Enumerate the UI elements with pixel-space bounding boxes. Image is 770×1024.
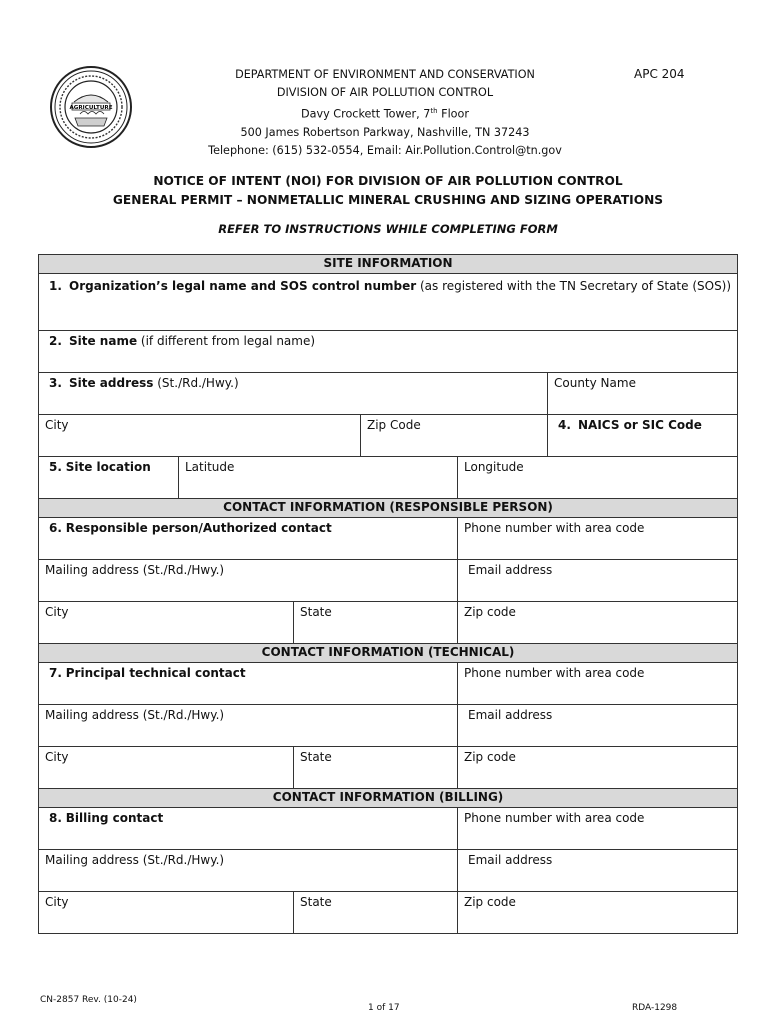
- technical-city-field[interactable]: City: [39, 747, 294, 789]
- responsible-email-field[interactable]: Email address: [458, 560, 738, 602]
- site-address-field[interactable]: 3. Site address (St./Rd./Hwy.): [39, 373, 548, 415]
- site-zip-field[interactable]: Zip Code: [361, 415, 548, 457]
- form-revision: CN-2857 Rev. (10-24): [40, 995, 137, 1005]
- section-heading-billing: CONTACT INFORMATION (BILLING): [39, 789, 738, 808]
- technical-state-field[interactable]: State: [294, 747, 458, 789]
- county-name-field[interactable]: County Name: [548, 373, 738, 415]
- site-name-field[interactable]: 2. Site name (if different from legal name): [39, 331, 738, 373]
- longitude-field[interactable]: Longitude: [458, 457, 738, 499]
- billing-city-field[interactable]: City: [39, 892, 294, 934]
- division-name: DIVISION OF AIR POLLUTION CONTROL: [276, 86, 494, 99]
- latitude-field[interactable]: Latitude: [179, 457, 458, 499]
- technical-phone-field[interactable]: Phone number with area code: [458, 663, 738, 705]
- agency-header: [180, 66, 590, 160]
- responsible-city-field[interactable]: City: [39, 602, 294, 644]
- responsible-person-field[interactable]: 6. Responsible person/Authorized contact: [39, 518, 458, 560]
- section-heading-responsible: CONTACT INFORMATION (RESPONSIBLE PERSON): [39, 499, 738, 518]
- section-heading-site: SITE INFORMATION: [39, 255, 738, 274]
- form-title-line-1: NOTICE OF INTENT (NOI) FOR DIVISION OF AIR POLLUTION CONTROL: [153, 174, 623, 188]
- tennessee-state-seal: [50, 66, 132, 148]
- technical-zip-field[interactable]: Zip code: [458, 747, 738, 789]
- technical-mailing-address-field[interactable]: Mailing address (St./Rd./Hwy.): [39, 705, 458, 747]
- department-name: DEPARTMENT OF ENVIRONMENT AND CONSERVATION: [235, 68, 535, 81]
- billing-phone-field[interactable]: Phone number with area code: [458, 808, 738, 850]
- billing-contact-field[interactable]: 8. Billing contact: [39, 808, 458, 850]
- naics-sic-code-field[interactable]: 4. NAICS or SIC Code: [548, 415, 738, 457]
- page-number: 1 of 17: [368, 1003, 400, 1013]
- instructions-note: REFER TO INSTRUCTIONS WHILE COMPLETING FORM: [218, 222, 558, 236]
- seal-text: AGRICULTURE: [69, 104, 113, 111]
- responsible-zip-field[interactable]: Zip code: [458, 602, 738, 644]
- billing-zip-field[interactable]: Zip code: [458, 892, 738, 934]
- responsible-phone-field[interactable]: Phone number with area code: [458, 518, 738, 560]
- rda-code: RDA-1298: [632, 1003, 678, 1013]
- form-code: APC 204: [634, 67, 685, 81]
- form-title-line-2: GENERAL PERMIT – NONMETALLIC MINERAL CRUSHING AND SIZING OPERATIONS: [112, 193, 664, 207]
- billing-state-field[interactable]: State: [294, 892, 458, 934]
- billing-mailing-address-field[interactable]: Mailing address (St./Rd./Hwy.): [39, 850, 458, 892]
- responsible-state-field[interactable]: State: [294, 602, 458, 644]
- technical-contact-field[interactable]: 7. Principal technical contact: [39, 663, 458, 705]
- responsible-mailing-address-field[interactable]: Mailing address (St./Rd./Hwy.): [39, 560, 458, 602]
- street-address: 500 James Robertson Parkway, Nashville, TN 37243: [240, 125, 530, 139]
- billing-email-field[interactable]: Email address: [458, 850, 738, 892]
- noi-form-table: [38, 254, 738, 934]
- technical-email-field[interactable]: Email address: [458, 705, 738, 747]
- site-location-label: 5. Site location: [39, 457, 179, 499]
- section-heading-technical: CONTACT INFORMATION (TECHNICAL): [39, 644, 738, 663]
- organization-name-field[interactable]: 1. Organization’s legal name and SOS control number (as registered with the TN Secretary of State (SOS)): [39, 274, 738, 331]
- building-address: Davy Crockett Tower, 7th Floor: [301, 107, 469, 121]
- contact-line: Telephone: (615) 532-0554, Email: Air.Pollution.Control@tn.gov: [208, 143, 562, 157]
- site-city-field[interactable]: City: [39, 415, 361, 457]
